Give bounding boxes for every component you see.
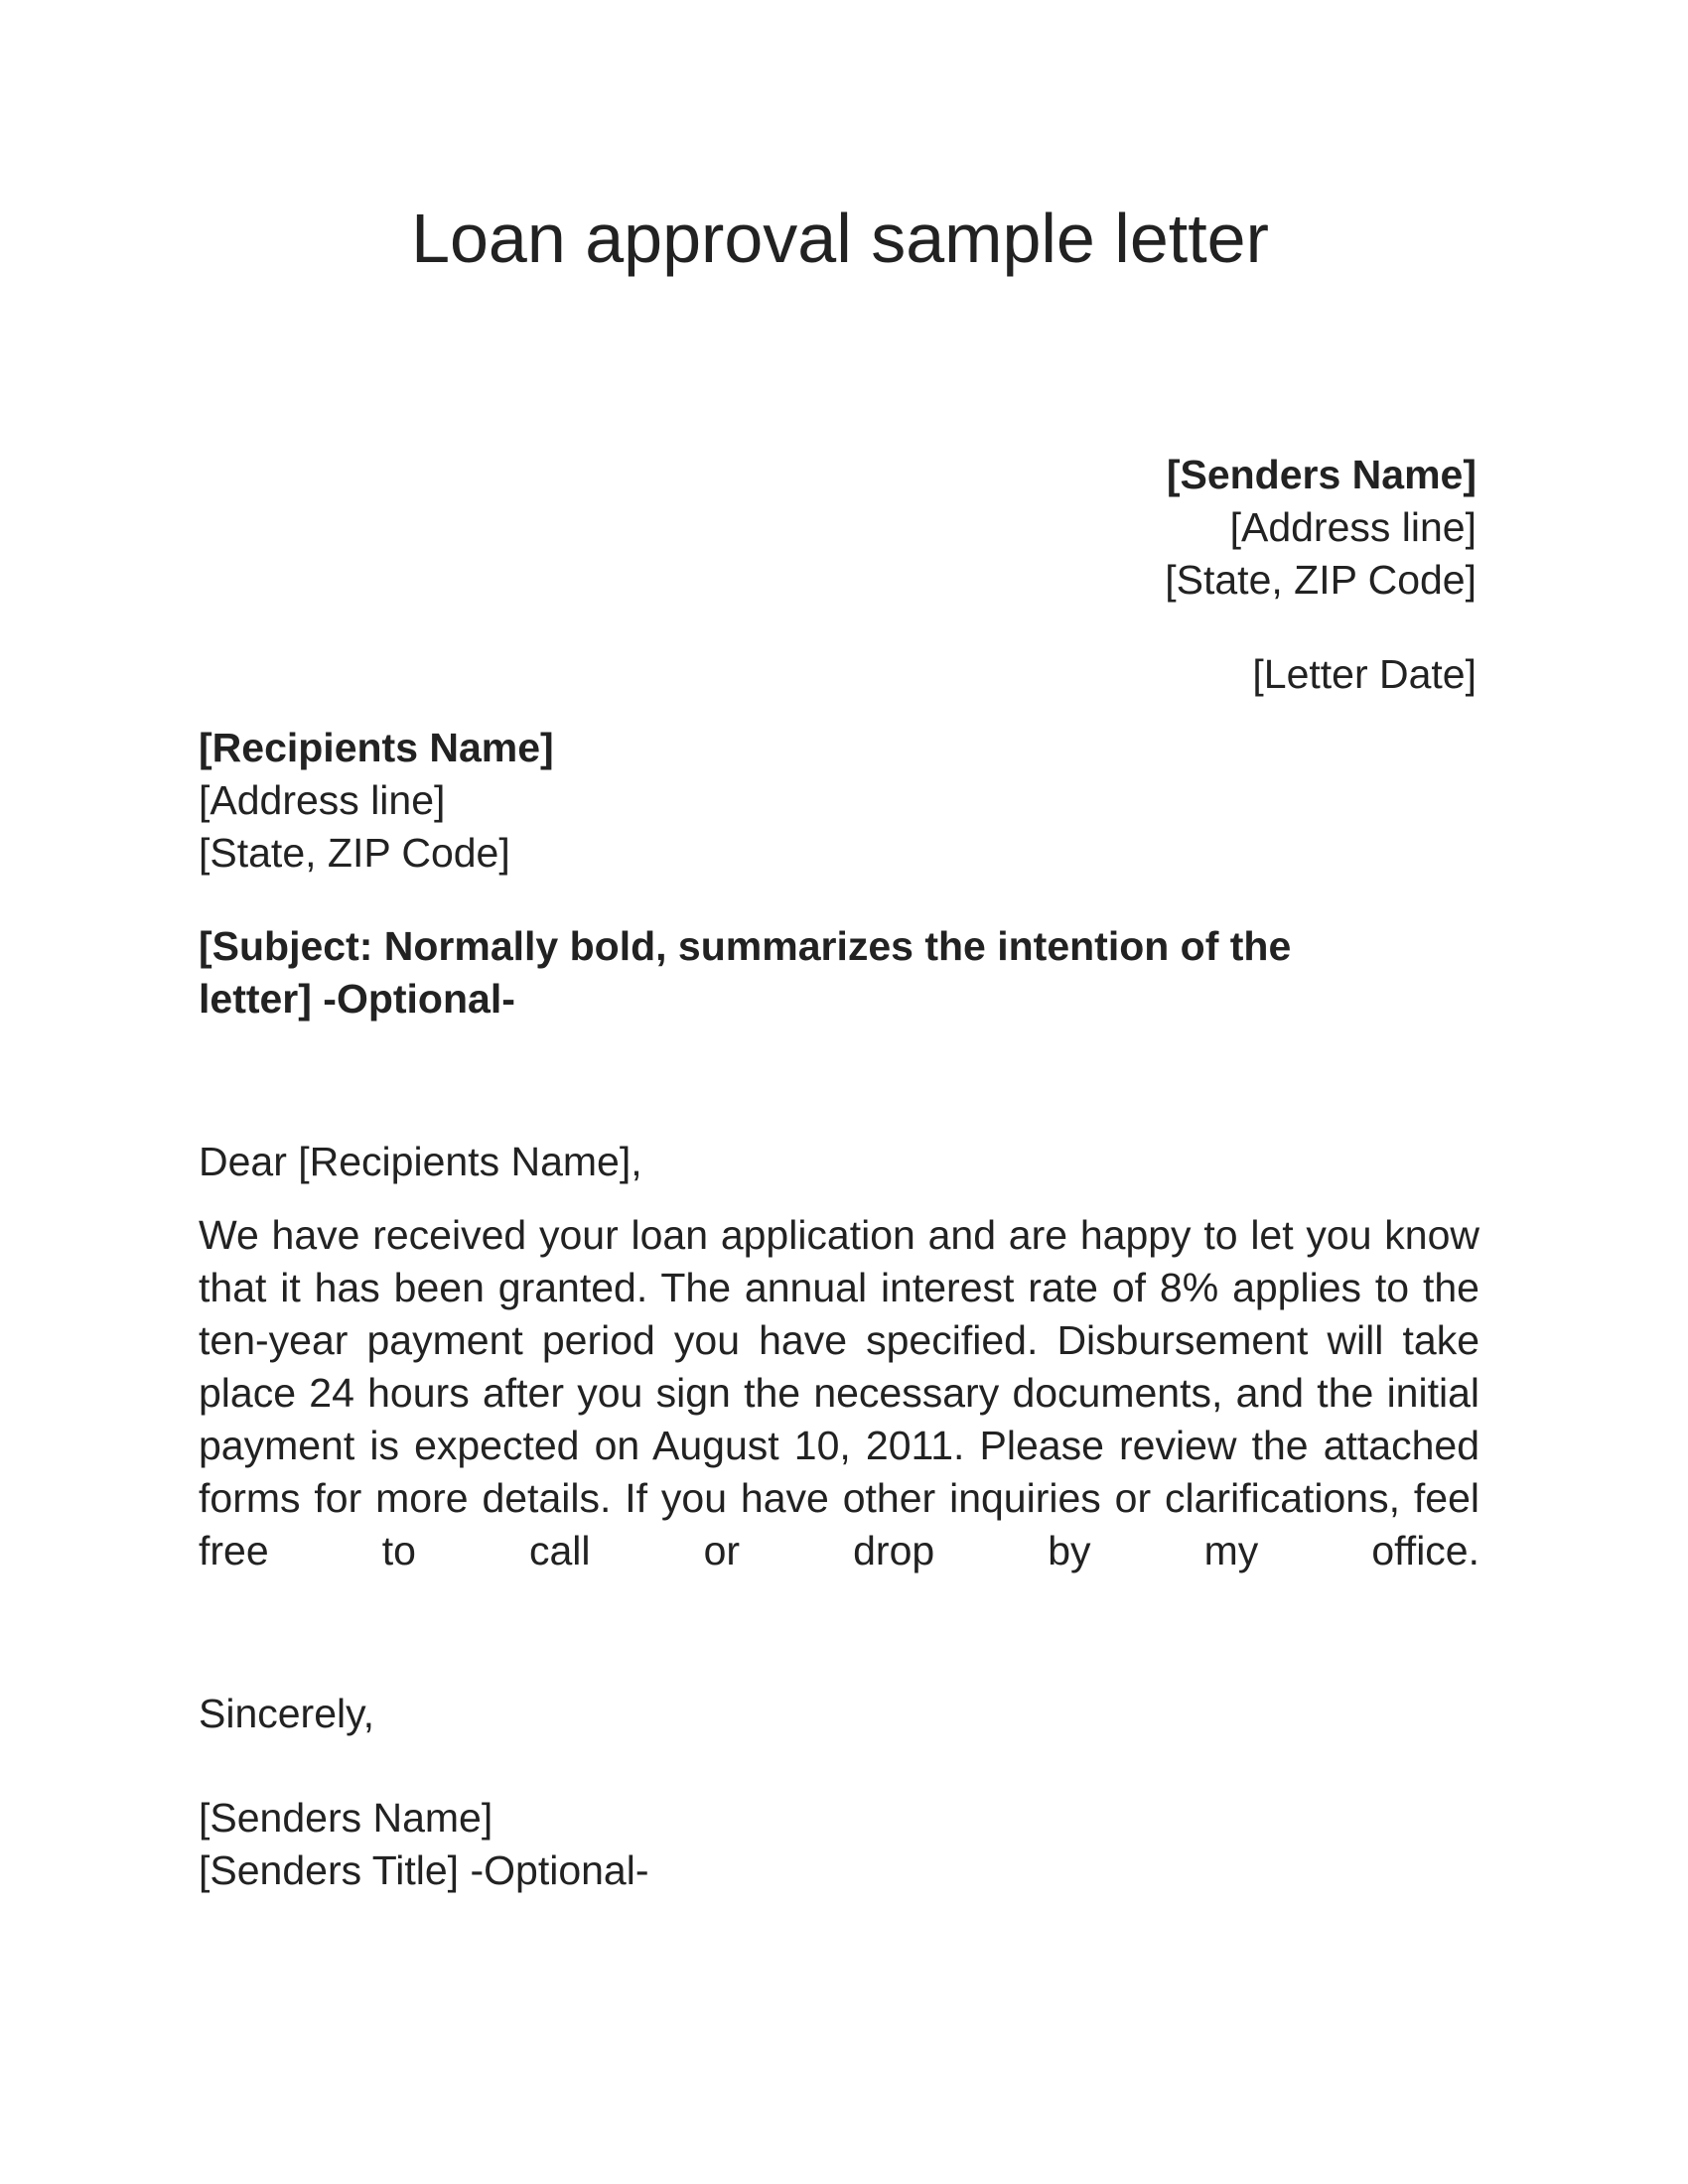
sender-address-block (1165, 449, 1477, 607)
letter-subject: [Subject: Normally bold, summarizes the intention of the letter] -Optional- (199, 923, 1292, 1022)
recipient-address-block (199, 722, 554, 880)
signature-name: [Senders Name] (199, 1795, 493, 1841)
page-title: Loan approval sample letter (411, 200, 1269, 277)
letter-closing: Sincerely, (199, 1691, 374, 1736)
sender-name: [Senders Name] (1166, 452, 1477, 497)
letter-body: We have received your loan application and are happy to let you know that it has been granted. The annual interest rate of 8% applies to the ten-year payment period you have specified. Disbursement will take place 24 hours after you sign the necessary documents, and the initial payment is expected on August 10, 2011. Please review the attached forms for more details. If you have other inquiries or clarifications, feel free to call or drop by my office. (199, 1212, 1479, 1573)
signature-block (199, 1792, 648, 1897)
letter-date: [Letter Date] (1252, 651, 1477, 697)
sender-address-line: [Address line] (1229, 504, 1477, 550)
recipient-address-line: [Address line] (199, 777, 446, 823)
letter-greeting: Dear [Recipients Name], (199, 1139, 642, 1184)
recipient-name: [Recipients Name] (199, 725, 554, 770)
signature-title: [Senders Title] -Optional- (199, 1847, 649, 1893)
sender-state-zip: [State, ZIP Code] (1165, 557, 1477, 603)
recipient-state-zip: [State, ZIP Code] (199, 830, 510, 876)
